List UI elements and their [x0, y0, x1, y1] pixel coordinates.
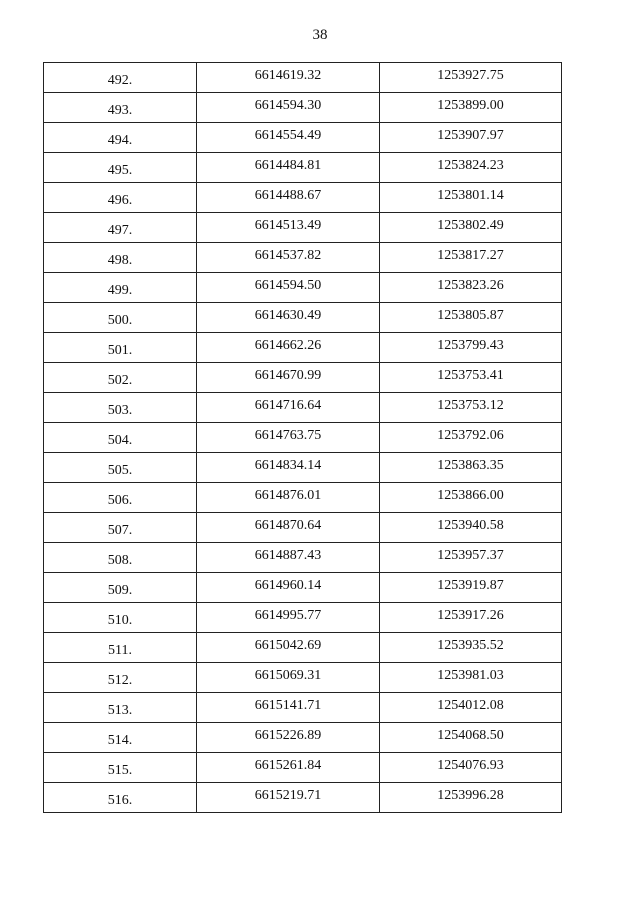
x-coordinate-cell: 6614619.32 — [197, 63, 380, 93]
table-row — [44, 93, 562, 123]
point-number-cell: 496. — [44, 183, 197, 213]
x-coordinate-cell: 6615226.89 — [197, 723, 380, 753]
table-row — [44, 483, 562, 513]
table-row — [44, 783, 562, 813]
point-number-cell: 494. — [44, 123, 197, 153]
table-row — [44, 153, 562, 183]
x-coordinate-cell: 6615261.84 — [197, 753, 380, 783]
x-coordinate-cell: 6615219.71 — [197, 783, 380, 813]
x-coordinate-cell: 6614662.26 — [197, 333, 380, 363]
x-coordinate-cell: 6615069.31 — [197, 663, 380, 693]
point-number-cell: 508. — [44, 543, 197, 573]
table-row — [44, 213, 562, 243]
y-coordinate-cell: 1253801.14 — [380, 183, 562, 213]
y-coordinate-cell: 1253802.49 — [380, 213, 562, 243]
y-coordinate-cell: 1253940.58 — [380, 513, 562, 543]
x-coordinate-cell: 6615042.69 — [197, 633, 380, 663]
y-coordinate-cell: 1253957.37 — [380, 543, 562, 573]
y-coordinate-cell: 1253863.35 — [380, 453, 562, 483]
x-coordinate-cell: 6614537.82 — [197, 243, 380, 273]
y-coordinate-cell: 1253919.87 — [380, 573, 562, 603]
x-coordinate-cell: 6614716.64 — [197, 393, 380, 423]
x-coordinate-cell: 6614484.81 — [197, 153, 380, 183]
point-number-cell: 503. — [44, 393, 197, 423]
table-row — [44, 363, 562, 393]
y-coordinate-cell: 1253866.00 — [380, 483, 562, 513]
point-number-cell: 512. — [44, 663, 197, 693]
y-coordinate-cell: 1253792.06 — [380, 423, 562, 453]
x-coordinate-cell: 6614870.64 — [197, 513, 380, 543]
y-coordinate-cell: 1253927.75 — [380, 63, 562, 93]
x-coordinate-cell: 6614630.49 — [197, 303, 380, 333]
table-row — [44, 603, 562, 633]
point-number-cell: 499. — [44, 273, 197, 303]
point-number-cell: 505. — [44, 453, 197, 483]
point-number-cell: 492. — [44, 63, 197, 93]
table-row — [44, 123, 562, 153]
point-number-cell: 507. — [44, 513, 197, 543]
y-coordinate-cell: 1253753.41 — [380, 363, 562, 393]
y-coordinate-cell: 1253996.28 — [380, 783, 562, 813]
x-coordinate-cell: 6614488.67 — [197, 183, 380, 213]
y-coordinate-cell: 1253753.12 — [380, 393, 562, 423]
table-row — [44, 573, 562, 603]
y-coordinate-cell: 1253799.43 — [380, 333, 562, 363]
y-coordinate-cell: 1254076.93 — [380, 753, 562, 783]
point-number-cell: 510. — [44, 603, 197, 633]
coordinates-table-body — [44, 63, 562, 813]
y-coordinate-cell: 1254012.08 — [380, 693, 562, 723]
x-coordinate-cell: 6615141.71 — [197, 693, 380, 723]
x-coordinate-cell: 6614995.77 — [197, 603, 380, 633]
y-coordinate-cell: 1254068.50 — [380, 723, 562, 753]
table-row — [44, 543, 562, 573]
y-coordinate-cell: 1253824.23 — [380, 153, 562, 183]
x-coordinate-cell: 6614834.14 — [197, 453, 380, 483]
y-coordinate-cell: 1253823.26 — [380, 273, 562, 303]
table-row — [44, 723, 562, 753]
point-number-cell: 498. — [44, 243, 197, 273]
point-number-cell: 497. — [44, 213, 197, 243]
x-coordinate-cell: 6614876.01 — [197, 483, 380, 513]
table-row — [44, 243, 562, 273]
point-number-cell: 509. — [44, 573, 197, 603]
point-number-cell: 514. — [44, 723, 197, 753]
y-coordinate-cell: 1253817.27 — [380, 243, 562, 273]
point-number-cell: 511. — [44, 633, 197, 663]
table-row — [44, 423, 562, 453]
y-coordinate-cell: 1253907.97 — [380, 123, 562, 153]
y-coordinate-cell: 1253917.26 — [380, 603, 562, 633]
table-row — [44, 63, 562, 93]
table-row — [44, 633, 562, 663]
point-number-cell: 506. — [44, 483, 197, 513]
point-number-cell: 502. — [44, 363, 197, 393]
table-row — [44, 693, 562, 723]
x-coordinate-cell: 6614763.75 — [197, 423, 380, 453]
point-number-cell: 495. — [44, 153, 197, 183]
point-number-cell: 501. — [44, 333, 197, 363]
table-row — [44, 753, 562, 783]
table-row — [44, 183, 562, 213]
y-coordinate-cell: 1253805.87 — [380, 303, 562, 333]
point-number-cell: 500. — [44, 303, 197, 333]
x-coordinate-cell: 6614670.99 — [197, 363, 380, 393]
table-row — [44, 453, 562, 483]
table-row — [44, 303, 562, 333]
y-coordinate-cell: 1253935.52 — [380, 633, 562, 663]
point-number-cell: 493. — [44, 93, 197, 123]
point-number-cell: 504. — [44, 423, 197, 453]
y-coordinate-cell: 1253899.00 — [380, 93, 562, 123]
x-coordinate-cell: 6614960.14 — [197, 573, 380, 603]
coordinates-table — [43, 62, 562, 813]
page-number: 38 — [312, 27, 328, 43]
table-row — [44, 273, 562, 303]
x-coordinate-cell: 6614887.43 — [197, 543, 380, 573]
table-row — [44, 393, 562, 423]
x-coordinate-cell: 6614594.50 — [197, 273, 380, 303]
point-number-cell: 515. — [44, 753, 197, 783]
point-number-cell: 516. — [44, 783, 197, 813]
x-coordinate-cell: 6614594.30 — [197, 93, 380, 123]
table-row — [44, 513, 562, 543]
x-coordinate-cell: 6614554.49 — [197, 123, 380, 153]
x-coordinate-cell: 6614513.49 — [197, 213, 380, 243]
point-number-cell: 513. — [44, 693, 197, 723]
table-row — [44, 663, 562, 693]
y-coordinate-cell: 1253981.03 — [380, 663, 562, 693]
table-row — [44, 333, 562, 363]
